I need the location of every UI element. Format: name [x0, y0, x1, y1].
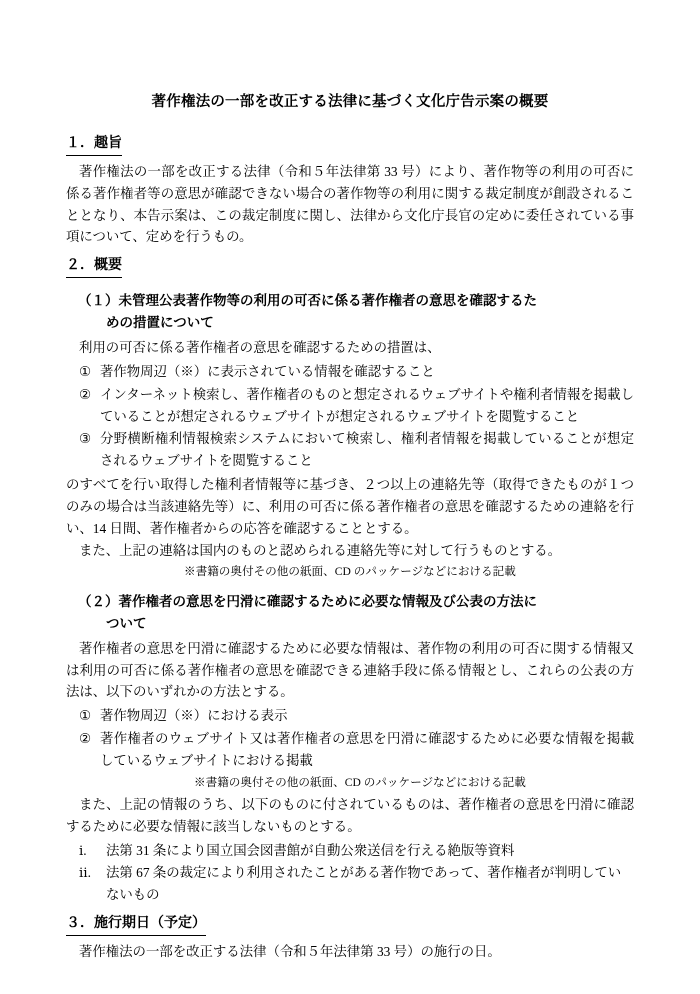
subsection-2-exclusion-list — [66, 840, 634, 906]
subsection-2-after-note: また、上記の情報のうち、以下のものに付されているものは、著作権者の意思を円滑に確認するために必要な情報に該当しないものとする。 — [66, 797, 634, 835]
list-item — [79, 384, 634, 428]
list-marker: ② — [79, 731, 92, 747]
list-item — [79, 361, 634, 383]
list-item — [79, 728, 634, 772]
subsection-2-heading-line1: （２）著作権者の意思を円滑に確認するために必要な情報及び公表の方法に — [78, 594, 537, 610]
subsection-2-heading-line2: ついて — [106, 615, 147, 631]
list-item-text: 著作権者のウェブサイト又は著作権者の意思を円滑に確認するために必要な情報を掲載しているウェブサイトにおける掲載 — [100, 731, 634, 768]
list-item-text: 著作物周辺（※）に表示されている情報を確認すること — [100, 363, 435, 379]
subsection-1-after-items-2: また、上記の連絡は国内のものと認められる連絡先等に対して行うものとする。 — [79, 542, 562, 558]
section-1-paragraph: 著作権法の一部を改正する法律（令和５年法律第 33 号）により、著作物等の利用の可否に係る著作権者等の意思が確認できない場合の著作物等の利用に関する裁定制度が創設されることとなり、本告示案は、この裁定制度に関し、法律から文化庁長官の定めに委任されている事項について、定めを行うもの。 — [66, 163, 634, 245]
section-3-heading-wrap — [66, 912, 634, 939]
list-marker: ⅰ. — [79, 843, 87, 859]
section-3-heading: ３．施行期日（予定） — [66, 912, 206, 936]
subsection-1-heading — [66, 290, 634, 334]
section-3-paragraph: 著作権法の一部を改正する法律（令和５年法律第 33 号）の施行の日。 — [79, 943, 501, 959]
subsection-1-lead: 利用の可否に係る著作権者の意思を確認するための措置は、 — [79, 340, 441, 356]
list-item — [79, 705, 634, 727]
list-item-text: 法第 67 条の裁定により利用されたことがある著作物であって、著作権者が判明していないもの — [106, 864, 622, 902]
section-1-heading-wrap — [66, 132, 634, 159]
subsection-1-note: ※書籍の奥付その他の紙面、CD のパッケージなどにおける記載 — [184, 565, 516, 579]
list-item-text: インターネット検索し、著作権者のものと想定されるウェブサイトや権利者情報を掲載していることが想定されるウェブサイトが想定されるウェブサイトを閲覧すること — [100, 386, 634, 424]
page-title: 著作権法の一部を改正する法律に基づく文化庁告示案の概要 — [151, 94, 549, 110]
list-item — [79, 428, 634, 472]
subsection-1-measure-list — [66, 361, 634, 472]
subsection-2-note: ※書籍の奥付その他の紙面、CD のパッケージなどにおける記載 — [194, 775, 526, 789]
subsection-2-heading — [66, 591, 634, 635]
list-marker: ⅱ. — [79, 864, 91, 880]
list-item-text: 著作物周辺（※）における表示 — [100, 708, 288, 724]
list-item-text: 分野横断権利情報検索システムにおいて検索し、権利者情報を掲載していることが想定されるウェブサイトを閲覧すること — [100, 431, 634, 469]
subsection-1-after-items: のすべてを行い取得した権利者情報等に基づき、２つ以上の連絡先等（取得できたものが１つのみの場合は当該連絡先等）に、利用の可否に係る著作権者の意思を確認するための連絡を行い、14 日間、著作権者からの応答を確認することとする。 — [66, 477, 634, 536]
list-item — [79, 840, 634, 862]
list-item-text: 法第 31 条により国立国会図書館が自動公衆送信を行える絶版等資料 — [106, 843, 515, 859]
section-2-heading-wrap — [66, 254, 634, 281]
list-marker: ① — [79, 363, 92, 379]
list-marker: ③ — [79, 431, 92, 447]
section-1-heading: １．趣旨 — [66, 132, 122, 156]
list-item — [79, 862, 634, 906]
subsection-1-heading-line1: （１）未管理公表著作物等の利用の可否に係る著作権者の意思を確認するた — [78, 293, 537, 309]
subsection-1-heading-line2: めの措置について — [106, 315, 214, 331]
subsection-2-method-list — [66, 705, 634, 772]
section-2-heading: ２．概要 — [66, 254, 122, 278]
list-marker: ② — [79, 386, 92, 402]
list-marker: ① — [79, 708, 92, 724]
subsection-2-lead: 著作権者の意思を円滑に確認するために必要な情報は、著作物の利用の可否に関する情報又は利用の可否に係る著作権者の意思を確認できる連絡手段に係る情報とし、これらの公表の方法は、以下のいずれかの方法とする。 — [66, 640, 634, 700]
